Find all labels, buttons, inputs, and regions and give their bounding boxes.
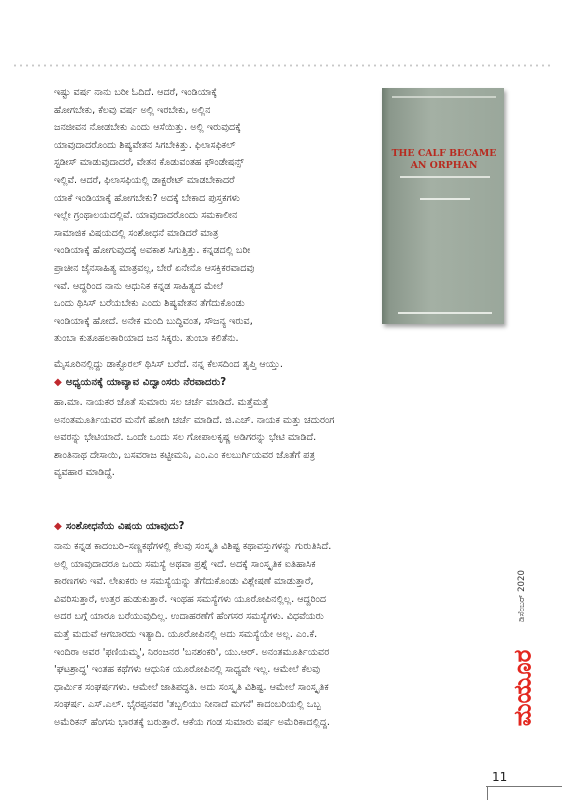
text-line: ಶಾಂತಿನಾಥ ದೇಸಾಯಿ, ಬಸವರಾಜ ಕಟ್ಟೀಮನಿ, ಎಂ.ಎಂ ಕಲಬುರ್ಗಿಯವರ ಜೊತೆಗೆ ಪತ್ರ <box>54 449 315 461</box>
text-line: ಯಾಕೆ ಇಂಡಿಯಾಕ್ಕೆ ಹೋಗಬೇಕು? ಅದಕ್ಕೆ ಬೇಕಾದ ಪುಸ್ತಕಗಳು <box>54 192 240 204</box>
cover-subtitle-line <box>400 176 490 178</box>
page-number: 11 <box>492 770 508 784</box>
text-line: ಅನಂತಮೂರ್ತಿಯವರ ಮನೆಗೆ ಹೋಗಿ ಚರ್ಚೆ ಮಾಡಿದೆ. ಜಿ.ಎಚ್. ನಾಯಕ ಮತ್ತು ಚದುರಂಗ <box>54 414 335 426</box>
text-line: ಇಷ್ಟು ವರ್ಷ ನಾನು ಬರೀ ಓದಿದೆ. ಆದರೆ, ಇಂಡಿಯಾಕ್ಕೆ <box>54 87 217 98</box>
text-line: ಇಲ್ಲಿವೆ. ಆದರೆ, ಫಿಲಾಸಫಿಯಲ್ಲಿ ಡಾಕ್ಟರೇಟ್ ಮಾಡಬೇಕಾದರೆ <box>54 174 235 186</box>
cover-author-line <box>420 198 470 200</box>
intro-paragraph-tail <box>54 356 486 374</box>
text-line: ವ್ಯವಹಾರ ಮಾಡಿದ್ದೆ. <box>54 467 115 479</box>
text-line: ಯಾವುದಾದರೊಂದು ಶಿಷ್ಯವೇತನ ಸಿಗಬೇಕಿತ್ತು. ಫಿಲಾಸಫಿಕಲ್ <box>54 139 236 151</box>
text-line: ನಾನು ಕನ್ನಡ ಕಾದಂಬರಿ–ಸಣ್ಣಕಥೆಗಳಲ್ಲಿ ಕೆಲವು ಸಂಸ್ಕೃತಿ ವಿಶಿಷ್ಟ ಕಥಾವಸ್ತುಗಳನ್ನು ಗುರುತಿಸಿದೆ. <box>54 541 332 552</box>
text-line: ಧಾರ್ಮಿಕ ಸಂಘರ್ಷಗಳು. ಆಮೇಲೆ ಜಾತಿಪದ್ಧತಿ. ಅದು ಸಂಸ್ಕೃತಿ ವಿಶಿಷ್ಟ. ಆಮೇಲೆ ಸಾಂಸ್ಕೃತಿಕ <box>54 681 329 693</box>
text-line: ಅವರನ್ನು ಭೇಟಿಯಾದೆ. ಒಂದೇ ಒಂದು ಸಲ ಗೋಪಾಲಕೃಷ್ಣ ಅಡಿಗರನ್ನು ಭೇಟಿ ಮಾಡಿದೆ. <box>54 432 317 444</box>
text-line: ಇಂಡಿಯಾಕ್ಕೆ ಹೋದೆ. ಅನೇಕ ಮಂದಿ ಬುದ್ಧಿವಂತ, ಸೌಜನ್ಯ ಇರುವ, <box>54 315 253 327</box>
book-title: THE CALF BECAME AN ORPHAN <box>391 148 497 171</box>
text-line: ಇಲ್ಲೇ ಗ್ರಂಥಾಲಯದಲ್ಲಿವೆ. ಯಾವುದಾದರೊಂದು ಸಮಕಾಲೀನ <box>54 210 238 222</box>
text-line: ಜನಜೀವನ ನೋಡಬೇಕು ಎಂದು ಆಸೆಯಿತ್ತು. ಅಲ್ಲಿ ಇರುವುದಕ್ಕೆ <box>54 122 241 134</box>
text-line: ಕಾರಣಗಳು ಇವೆ. ಲೇಖಕರು ಆ ಸಮಸ್ಯೆಯನ್ನು ತೆಗೆದುಕೊಂಡು ವಿಶ್ಲೇಷಣೆ ಮಾಡುತ್ತಾರೆ, <box>54 576 314 588</box>
cover-footer-line <box>398 312 492 314</box>
text-line: ಮತ್ತೆ ಮದುವೆ ಆಗಬಾರದು ಇತ್ಯಾದಿ. ಯೂರೋಪಿನಲ್ಲಿ ಅದು ಸಮಸ್ಯೆಯೇ ಅಲ್ಲ. ಎಂ.ಕೆ. <box>54 628 318 640</box>
answer-paragraph <box>54 538 486 732</box>
footer-divider <box>487 786 488 800</box>
diamond-bullet-icon: ◆ <box>54 377 62 388</box>
intro-paragraph <box>54 84 372 348</box>
text-line: ಅಲ್ಲಿ ಯಾವುದಾದರೂ ಒಂದು ಸಮಸ್ಯೆ ಅಥವಾ ಪ್ರಶ್ನೆ ಇದೆ. ಅದಕ್ಕೆ ಸಾಂಸ್ಕೃತಿಕ ಐತಿಹಾಸಿಕ <box>54 558 316 570</box>
cover-publisher-line <box>392 96 496 98</box>
footer-rule <box>486 786 562 787</box>
text-line: ಪ್ರಾಚೀನ ಜೈನಸಾಹಿತ್ಯ ಮಾತ್ರವಲ್ಲ, ಬೇರೆ ಏನೇನೊ ಆಸಕ್ತಿಕರವಾದವು <box>54 262 255 274</box>
question-text: ಅಧ್ಯಯನಕ್ಕೆ ಯಾವ್ಯಾವ ವಿದ್ವಾಂಸರು ನೆರವಾದರು? <box>65 377 227 388</box>
diamond-bullet-icon: ◆ <box>54 521 62 532</box>
book-cover-image <box>382 88 504 324</box>
text-line: ಇವೆ. ಆದ್ದರಿಂದ ನಾನು ಆಧುನಿಕ ಕನ್ನಡ ಸಾಹಿತ್ಯದ ಮೇಲೆ <box>54 280 223 292</box>
text-line: ಅಮೆರಿಕನ್ ಹೆಂಗಸು ಭಾರತಕ್ಕೆ ಬರುತ್ತಾರೆ. ಆಕೆಯ ಗಂಡ ಸುಮಾರು ವರ್ಷ ಅಮೆರಿಕಾದಲ್ಲಿದ್ದ. <box>54 716 330 728</box>
text-line: ಸಾಮಾಜಿಕ ವಿಷಯದಲ್ಲಿ ಸಂಶೋಧನೆ ಮಾಡಿದರೆ ಮಾತ್ರ <box>54 227 219 239</box>
magazine-side-label <box>502 570 542 727</box>
answer-paragraph <box>54 394 486 482</box>
text-line: ಒಂದು ಥಿಸಿಸ್ ಬರೆಯಬೇಕು ಎಂದು ಶಿಷ್ಯವೇತನ ತೆಗೆದುಕೊಂಡು <box>54 298 245 310</box>
text-line: ಸ್ಟಡೀಸ್ ಮಾಡುವುದಾದರೆ, ವೇತನ ಕೊಡುವಂತಹ ಫೌಂಡೇಷನ್ಸ್ <box>54 157 244 169</box>
magazine-logo: ಮಯೂರ <box>507 649 537 727</box>
text-line: 'ಘಟಶ್ರಾದ್ಧ' ಇಂತಹ ಕಥೆಗಳು ಆಧುನಿಕ ಯೂರೋಪಿನಲ್ಲಿ ಸಾಧ್ಯವೇ ಇಲ್ಲ. ಆಮೇಲೆ ಕೆಲವು <box>54 664 321 676</box>
question-text: ಸಂಶೋಧನೆಯ ವಿಷಯ ಯಾವುದು? <box>65 521 185 532</box>
question-heading <box>54 521 184 533</box>
text-line: ಮೈಸೂರಿನಲ್ಲಿದ್ದು ಡಾಕ್ಟೊರಲ್ ಥಿಸಿಸ್ ಬರೆದೆ. ನನ್ನ ಕೆಲಸದಿಂದ ತೃಪ್ತಿ ಆಯ್ತು. <box>54 359 283 370</box>
text-line: ಹೋಗಬೇಕು, ಕೆಲವು ವರ್ಷ ಅಲ್ಲಿ ಇರಬೇಕು, ಅಲ್ಲಿನ <box>54 104 211 116</box>
question-heading <box>54 377 226 389</box>
issue-date: ಡಿಸೆಂಬರ್ 2020 <box>517 570 527 622</box>
text-line: ತುಂಬಾ ಕುತೂಹಲಕಾರಿಯಾದ ಜನ ಸಿಕ್ಕರು. ತುಂಬಾ ಕಲಿತೆನು. <box>54 333 239 345</box>
text-line: ಇಂದಿರಾ ಅವರ 'ಫಣಿಯಮ್ಮ', ನಿರಂಜನರ 'ಬನಶಂಕರಿ', ಯು.ಆರ್. ಅನಂತಮೂರ್ತಿಯವರ <box>54 646 330 658</box>
text-line: ವಿವರಿಸುತ್ತಾರೆ, ಉತ್ತರ ಹುಡುಕುತ್ತಾರೆ. ಇಂಥಹ ಸಮಸ್ಯೆಗಳು ಯೂರೋಪಿನಲ್ಲಿಲ್ಲ. ಆದ್ದರಿಂದ <box>54 593 327 605</box>
text-line: ಹಾ.ಮಾ. ನಾಯಕರ ಜೊತೆ ಸುಮಾರು ಸಲ ಚರ್ಚೆ ಮಾಡಿದೆ. ಮತ್ತೆಮತ್ತೆ <box>54 397 269 408</box>
text-line: ಸಂಘರ್ಷ. ಎಸ್.ಎಲ್. ಭೈರಪ್ಪನವರ 'ತಬ್ಬಲಿಯು ನೀನಾದೆ ಮಗನೆ' ಕಾದಂಬರಿಯಲ್ಲಿ ಒಬ್ಬ <box>54 699 321 711</box>
text-line: ಅದರ ಬಗ್ಗೆ ಯಾರೂ ಬರೆಯುವುದಿಲ್ಲ. ಉದಾಹರಣೆಗೆ ಹೆಂಗಸರ ಸಮಸ್ಯೆಗಳು. ವಿಧವೆಯರು <box>54 611 324 623</box>
text-line: ಇಂಡಿಯಾಕ್ಕೆ ಹೋಗುವುದಕ್ಕೆ ಅವಕಾಶ ಸಿಗುತ್ತಿತ್ತು. ಕನ್ನಡದಲ್ಲಿ ಬರೀ <box>54 245 251 257</box>
top-dotted-divider <box>12 64 550 67</box>
